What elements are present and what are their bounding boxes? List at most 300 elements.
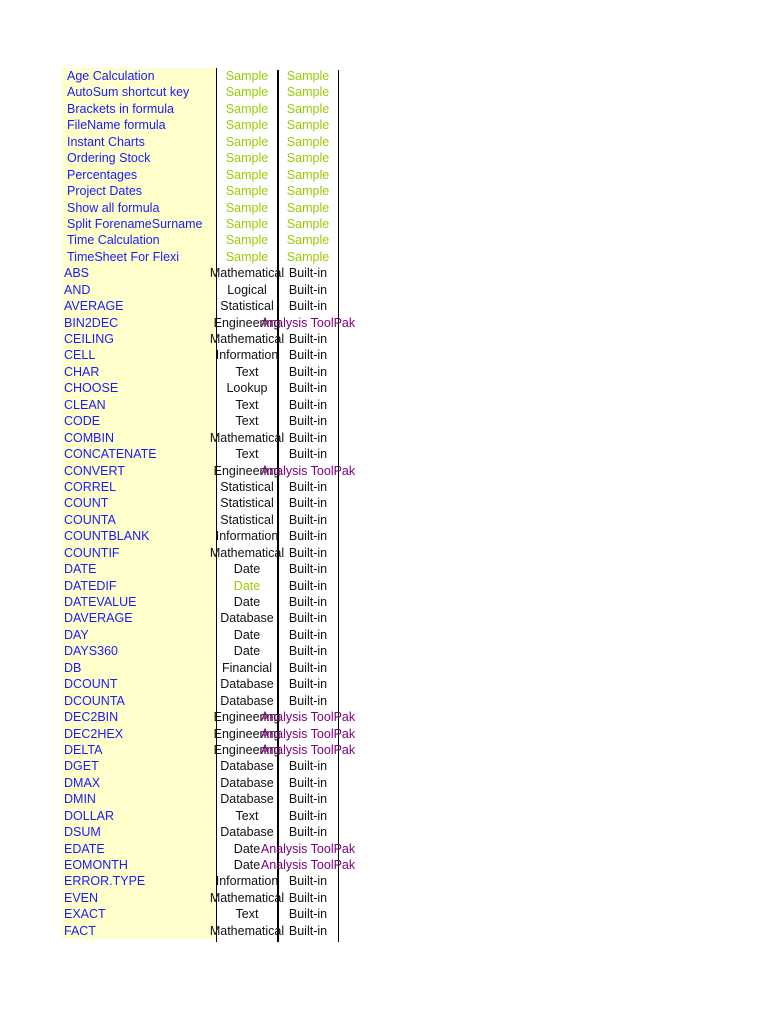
table-row [62, 824, 342, 840]
source-text: Built-in [288, 677, 328, 692]
function-name-cell[interactable]: Age Calculation [62, 68, 216, 84]
source-cell[interactable] [278, 430, 338, 446]
function-name-cell[interactable]: Project Dates [62, 183, 216, 199]
source-text: Sample [286, 151, 330, 166]
function-name-cell[interactable]: Brackets in formula [62, 101, 216, 117]
source-text: Built-in [288, 907, 328, 922]
category-cell[interactable] [216, 578, 278, 594]
function-name-cell[interactable]: COMBIN [62, 430, 216, 446]
category-text: Information [215, 874, 279, 889]
source-text: Built-in [288, 759, 328, 774]
source-text: Sample [286, 249, 330, 264]
category-text: Sample [225, 233, 269, 248]
category-text: Statistical [220, 299, 274, 314]
table-row [62, 463, 356, 479]
function-name-cell[interactable]: AutoSum shortcut key [62, 84, 216, 100]
source-text: Built-in [288, 512, 328, 527]
table-row [62, 594, 342, 610]
category-cell[interactable] [216, 693, 278, 709]
category-cell[interactable] [216, 512, 278, 528]
table-row [62, 561, 342, 577]
table-row [62, 578, 342, 594]
function-name-cell[interactable]: TimeSheet For Flexi [62, 249, 216, 265]
category-text: Information [215, 529, 279, 544]
source-text: Built-in [288, 282, 328, 297]
source-cell[interactable] [278, 495, 338, 511]
source-cell[interactable] [260, 742, 356, 758]
function-name-cell[interactable]: CEILING [62, 331, 216, 347]
source-cell[interactable] [278, 545, 338, 561]
table-row [62, 413, 342, 429]
table-row [62, 200, 342, 216]
source-text: Sample [286, 118, 330, 133]
source-text: Built-in [288, 611, 328, 626]
source-text: Built-in [288, 299, 328, 314]
source-cell[interactable] [278, 627, 338, 643]
source-cell[interactable] [278, 873, 338, 889]
source-text: Analysis ToolPak [260, 841, 356, 856]
source-cell[interactable] [278, 101, 338, 117]
table-row [62, 298, 342, 314]
source-cell[interactable] [278, 594, 338, 610]
table-row [62, 610, 342, 626]
category-text: Mathematical [209, 332, 285, 346]
category-cell[interactable] [216, 298, 278, 314]
category-cell[interactable] [216, 380, 278, 396]
function-name-cell[interactable]: COUNTIF [62, 545, 216, 561]
source-cell[interactable] [278, 68, 338, 84]
source-cell[interactable] [278, 84, 338, 100]
source-text: Sample [286, 69, 330, 83]
source-cell[interactable] [260, 857, 356, 873]
function-name-cell[interactable]: EVEN [62, 890, 216, 906]
table-row [62, 873, 342, 889]
table-row [62, 906, 342, 922]
category-cell[interactable] [216, 117, 278, 133]
table-row [62, 265, 342, 281]
function-name-cell[interactable]: DMIN [62, 791, 216, 807]
category-cell[interactable] [216, 200, 278, 216]
category-cell[interactable] [209, 923, 285, 939]
function-name-cell[interactable]: CHOOSE [62, 380, 216, 396]
category-text: Statistical [220, 479, 274, 494]
table-row [62, 528, 342, 544]
source-text: Built-in [288, 348, 328, 363]
category-cell[interactable] [216, 446, 278, 462]
function-name-cell[interactable]: DOLLAR [62, 808, 216, 824]
source-text: Sample [286, 134, 330, 149]
function-name-cell[interactable]: Percentages [62, 167, 216, 183]
category-text: Financial [221, 660, 273, 675]
category-text: Statistical [220, 512, 274, 527]
category-text: Text [235, 414, 259, 429]
source-cell[interactable] [278, 676, 338, 692]
table-row [62, 808, 342, 824]
category-cell[interactable] [216, 594, 278, 610]
function-list-sheet [62, 68, 356, 939]
category-text: Information [215, 348, 279, 363]
source-cell[interactable] [278, 282, 338, 298]
source-text: Built-in [288, 562, 328, 577]
category-text: Engineering [213, 742, 281, 757]
table-row [62, 726, 356, 742]
category-text: Sample [225, 249, 269, 264]
table-row [62, 446, 342, 462]
category-cell[interactable] [216, 660, 278, 676]
table-row [62, 857, 356, 873]
source-text: Built-in [288, 825, 328, 840]
source-cell[interactable] [278, 561, 338, 577]
category-cell[interactable] [216, 232, 278, 248]
function-name-cell[interactable]: DSUM [62, 824, 216, 840]
category-cell[interactable] [209, 430, 285, 446]
source-text: Analysis ToolPak [260, 463, 356, 478]
function-name-cell[interactable]: DAVERAGE [62, 610, 216, 626]
source-cell[interactable] [278, 232, 338, 248]
category-text: Engineering [213, 463, 281, 478]
category-text: Sample [225, 167, 269, 182]
category-cell[interactable] [216, 249, 278, 265]
category-cell[interactable] [216, 397, 278, 413]
function-name-cell[interactable]: CORREL [62, 479, 216, 495]
function-name-cell[interactable]: DCOUNT [62, 676, 216, 692]
source-cell[interactable] [278, 298, 338, 314]
source-cell[interactable] [278, 824, 338, 840]
source-cell[interactable] [278, 134, 338, 150]
table-row [62, 216, 342, 232]
source-cell[interactable] [278, 758, 338, 774]
function-name-cell[interactable]: DB [62, 660, 216, 676]
category-text: Date [233, 858, 261, 872]
category-cell[interactable] [216, 873, 278, 889]
category-cell[interactable] [216, 364, 278, 380]
source-cell[interactable] [278, 183, 338, 199]
category-text: Date [233, 841, 261, 856]
category-text: Sample [225, 134, 269, 149]
source-cell[interactable] [278, 890, 338, 906]
table-row [62, 282, 342, 298]
category-text: Mathematical [209, 430, 285, 445]
table-row [62, 249, 342, 265]
source-cell[interactable] [278, 265, 338, 281]
category-cell[interactable] [209, 545, 285, 561]
source-cell[interactable] [278, 775, 338, 791]
source-text: Analysis ToolPak [260, 742, 356, 757]
table-row [62, 676, 342, 692]
source-text: Built-in [288, 381, 328, 396]
category-cell[interactable] [216, 183, 278, 199]
function-name-cell[interactable]: FileName formula [62, 117, 216, 133]
source-cell[interactable] [278, 512, 338, 528]
category-text: Date [233, 595, 261, 609]
function-name-cell[interactable]: DCOUNTA [62, 693, 216, 709]
table-row [62, 709, 356, 725]
function-name-cell[interactable]: DATE [62, 561, 216, 577]
source-text: Built-in [288, 397, 328, 412]
table-row [62, 150, 342, 166]
table-row [62, 364, 342, 380]
source-cell[interactable] [260, 709, 356, 725]
source-cell[interactable] [278, 693, 338, 709]
category-text: Mathematical [209, 923, 285, 938]
category-text: Engineering [213, 726, 281, 741]
category-text: Sample [225, 184, 269, 199]
category-text: Sample [225, 216, 269, 231]
source-text: Built-in [288, 923, 328, 938]
table-row [62, 545, 342, 561]
source-cell[interactable] [278, 643, 338, 659]
function-name-cell[interactable]: ERROR.TYPE [62, 873, 216, 889]
source-text: Built-in [288, 595, 328, 609]
function-name-cell[interactable]: CHAR [62, 364, 216, 380]
source-cell[interactable] [260, 726, 356, 742]
category-cell[interactable] [216, 84, 278, 100]
function-name-cell[interactable]: ABS [62, 265, 216, 281]
source-text: Sample [286, 85, 330, 100]
function-name-cell[interactable]: COUNTA [62, 512, 216, 528]
category-text: Sample [225, 200, 269, 215]
category-text: Date [233, 627, 261, 642]
category-text: Text [235, 447, 259, 462]
source-cell[interactable] [278, 660, 338, 676]
category-text: Sample [225, 69, 269, 83]
table-row [62, 479, 342, 495]
source-cell[interactable] [278, 380, 338, 396]
category-cell[interactable] [216, 808, 278, 824]
function-name-cell[interactable]: DATEDIF [62, 578, 216, 594]
source-text: Built-in [288, 545, 328, 560]
function-name-cell[interactable]: FACT [62, 923, 216, 939]
category-text: Database [220, 693, 274, 708]
table-row [62, 923, 342, 939]
function-name-cell[interactable]: Split ForenameSurname [62, 216, 216, 232]
category-cell[interactable] [216, 627, 278, 643]
category-text: Text [235, 907, 259, 922]
table-row [62, 775, 342, 791]
function-name-cell[interactable]: DAY [62, 627, 216, 643]
category-cell[interactable] [216, 824, 278, 840]
function-name-cell[interactable]: DGET [62, 758, 216, 774]
source-text: Built-in [288, 364, 328, 379]
source-cell[interactable] [260, 315, 356, 331]
source-text: Sample [286, 101, 330, 116]
category-cell[interactable] [216, 216, 278, 232]
table-row [62, 627, 342, 643]
category-text: Sample [225, 101, 269, 116]
category-text: Text [235, 364, 259, 379]
category-cell[interactable] [216, 758, 278, 774]
function-name-cell[interactable]: CODE [62, 413, 216, 429]
category-text: Sample [225, 85, 269, 100]
source-text: Built-in [288, 578, 328, 593]
source-text: Built-in [288, 496, 328, 511]
category-cell[interactable] [216, 610, 278, 626]
source-cell[interactable] [278, 150, 338, 166]
table-row [62, 68, 342, 84]
category-text: Database [220, 677, 274, 692]
source-cell[interactable] [278, 117, 338, 133]
source-cell[interactable] [278, 923, 338, 939]
category-text: Sample [225, 118, 269, 133]
source-text: Built-in [288, 874, 328, 889]
function-name-cell[interactable]: Instant Charts [62, 134, 216, 150]
table-row [62, 232, 342, 248]
source-cell[interactable] [278, 413, 338, 429]
function-name-cell[interactable]: Show all formula [62, 200, 216, 216]
source-text: Sample [286, 200, 330, 215]
source-cell[interactable] [278, 347, 338, 363]
function-name-cell[interactable]: AND [62, 282, 216, 298]
source-text: Built-in [288, 890, 328, 905]
table-row [62, 397, 342, 413]
category-text: Lookup [226, 381, 268, 396]
source-cell[interactable] [278, 249, 338, 265]
source-text: Analysis ToolPak [260, 858, 356, 872]
category-cell[interactable] [216, 528, 278, 544]
source-cell[interactable] [278, 331, 338, 347]
source-text: Sample [286, 233, 330, 248]
table-row [62, 101, 342, 117]
source-text: Analysis ToolPak [260, 315, 356, 330]
table-row [62, 315, 356, 331]
category-text: Mathematical [209, 545, 285, 560]
category-text: Database [220, 759, 274, 774]
category-cell[interactable] [216, 282, 278, 298]
source-cell[interactable] [278, 364, 338, 380]
table-row [62, 430, 342, 446]
category-cell[interactable] [216, 906, 278, 922]
source-cell[interactable] [278, 808, 338, 824]
category-text: Database [220, 775, 274, 790]
table-row [62, 791, 342, 807]
function-name-cell[interactable]: DEC2HEX [62, 726, 216, 742]
category-cell[interactable] [209, 265, 285, 281]
category-cell[interactable] [216, 791, 278, 807]
table-row [62, 183, 342, 199]
function-name-cell[interactable]: COUNTBLANK [62, 528, 216, 544]
function-name-cell[interactable]: COUNT [62, 495, 216, 511]
source-text: Built-in [288, 660, 328, 675]
table-row [62, 84, 342, 100]
table-row [62, 347, 342, 363]
category-text: Database [220, 792, 274, 807]
function-name-cell[interactable]: CONVERT [62, 463, 216, 479]
function-name-cell[interactable]: EXACT [62, 906, 216, 922]
category-text: Date [233, 644, 261, 659]
category-cell[interactable] [216, 68, 278, 84]
function-name-cell[interactable]: DELTA [62, 742, 216, 758]
function-name-cell[interactable]: AVERAGE [62, 298, 216, 314]
table-row [62, 693, 342, 709]
source-text: Built-in [288, 529, 328, 544]
source-cell[interactable] [278, 446, 338, 462]
source-cell[interactable] [278, 397, 338, 413]
function-name-cell[interactable]: EDATE [62, 841, 216, 857]
category-text: Date [233, 578, 261, 593]
source-cell[interactable] [260, 463, 356, 479]
source-cell[interactable] [260, 841, 356, 857]
function-name-cell[interactable]: DEC2BIN [62, 709, 216, 725]
table-row [62, 134, 342, 150]
category-cell[interactable] [216, 561, 278, 577]
function-name-cell[interactable]: BIN2DEC [62, 315, 216, 331]
category-cell[interactable] [216, 775, 278, 791]
function-name-cell[interactable]: DATEVALUE [62, 594, 216, 610]
table-row [62, 660, 342, 676]
table-row [62, 643, 342, 659]
category-text: Engineering [213, 710, 281, 725]
source-text: Analysis ToolPak [260, 710, 356, 725]
category-cell[interactable] [216, 134, 278, 150]
function-name-cell[interactable]: CELL [62, 347, 216, 363]
category-cell[interactable] [216, 643, 278, 659]
category-cell[interactable] [216, 167, 278, 183]
table-row [62, 512, 342, 528]
source-text: Analysis ToolPak [260, 726, 356, 741]
category-cell[interactable] [216, 150, 278, 166]
table-row [62, 117, 342, 133]
source-cell[interactable] [278, 578, 338, 594]
table-row [62, 331, 342, 347]
source-text: Built-in [288, 479, 328, 494]
category-cell[interactable] [209, 890, 285, 906]
category-text: Logical [227, 282, 267, 297]
category-text: Database [220, 825, 274, 840]
source-cell[interactable] [278, 479, 338, 495]
source-text: Built-in [288, 430, 328, 445]
category-cell[interactable] [216, 413, 278, 429]
category-cell[interactable] [216, 495, 278, 511]
source-cell[interactable] [278, 791, 338, 807]
source-text: Built-in [288, 266, 328, 281]
function-name-cell[interactable]: Ordering Stock [62, 150, 216, 166]
source-text: Built-in [288, 332, 328, 346]
category-cell[interactable] [216, 479, 278, 495]
function-name-cell[interactable]: DMAX [62, 775, 216, 791]
category-cell[interactable] [216, 101, 278, 117]
source-cell[interactable] [278, 216, 338, 232]
table-row [62, 380, 342, 396]
category-text: Sample [225, 151, 269, 166]
function-name-cell[interactable]: DAYS360 [62, 643, 216, 659]
category-text: Date [233, 562, 261, 577]
category-cell[interactable] [209, 331, 285, 347]
source-cell[interactable] [278, 906, 338, 922]
category-text: Mathematical [209, 890, 285, 905]
table-row [62, 167, 342, 183]
function-name-cell[interactable]: Time Calculation [62, 232, 216, 248]
function-name-cell[interactable]: EOMONTH [62, 857, 216, 873]
function-name-cell[interactable]: CONCATENATE [62, 446, 216, 462]
source-cell[interactable] [278, 610, 338, 626]
source-text: Sample [286, 184, 330, 199]
source-cell[interactable] [278, 200, 338, 216]
function-name-cell[interactable]: CLEAN [62, 397, 216, 413]
category-cell[interactable] [216, 676, 278, 692]
source-text: Built-in [288, 627, 328, 642]
table-row [62, 495, 342, 511]
source-text: Sample [286, 167, 330, 182]
source-text: Sample [286, 216, 330, 231]
source-cell[interactable] [278, 167, 338, 183]
source-text: Built-in [288, 414, 328, 429]
category-cell[interactable] [216, 347, 278, 363]
table-row [62, 758, 342, 774]
table-row [62, 841, 356, 857]
source-cell[interactable] [278, 528, 338, 544]
source-text: Built-in [288, 808, 328, 823]
source-text: Built-in [288, 447, 328, 462]
